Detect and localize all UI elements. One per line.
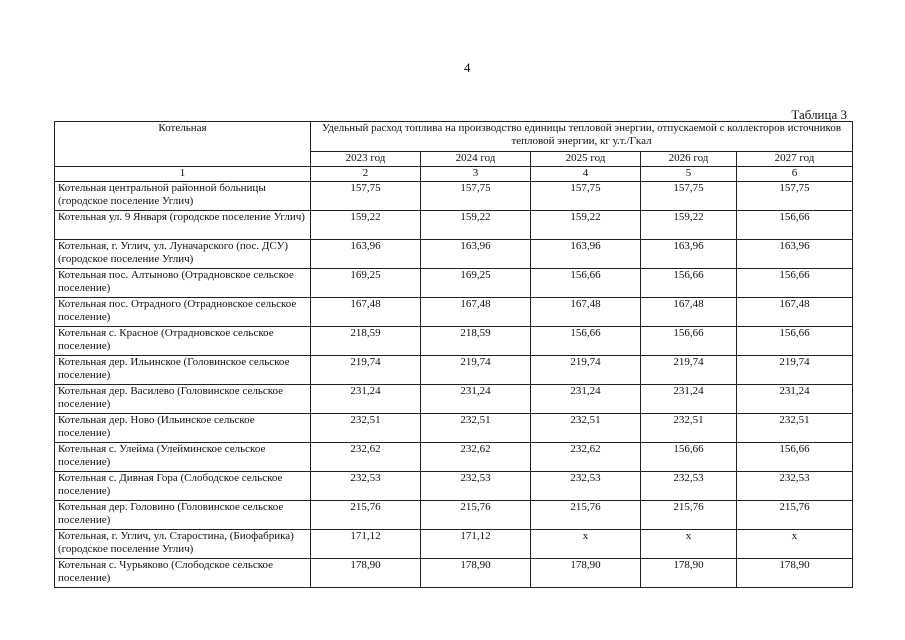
table-row (55, 356, 853, 385)
value-cell: 171,12 (311, 530, 421, 559)
value-cell: 219,74 (737, 356, 853, 385)
header-boiler: Котельная (55, 122, 311, 167)
header-year: 2027 год (737, 152, 853, 167)
value-cell: 232,51 (311, 414, 421, 443)
value-cell: 163,96 (641, 240, 737, 269)
value-cell: 163,96 (421, 240, 531, 269)
value-cell: 157,75 (531, 182, 641, 211)
table-row (55, 385, 853, 414)
boiler-name-cell: Котельная, г. Углич, ул. Луначарского (пос. ДСУ) (городское поселение Углич) (55, 240, 311, 269)
value-cell: 215,76 (737, 501, 853, 530)
value-cell: 219,74 (641, 356, 737, 385)
col-number: 1 (55, 167, 311, 182)
value-cell: 232,53 (421, 472, 531, 501)
value-cell: 232,53 (641, 472, 737, 501)
value-cell: 159,22 (531, 211, 641, 240)
value-cell: 232,51 (737, 414, 853, 443)
value-cell: 218,59 (421, 327, 531, 356)
value-cell: 156,66 (641, 327, 737, 356)
value-cell: 171,12 (421, 530, 531, 559)
value-cell: 167,48 (531, 298, 641, 327)
boiler-name-cell: Котельная дер. Ново (Ильинское сельское поселение) (55, 414, 311, 443)
boiler-name-cell: Котельная с. Улейма (Улейминское сельское поселение) (55, 443, 311, 472)
boiler-name-cell: Котельная с. Красное (Отрадновское сельское поселение) (55, 327, 311, 356)
value-cell: 178,90 (421, 559, 531, 588)
value-cell: 178,90 (311, 559, 421, 588)
value-cell: 156,66 (737, 443, 853, 472)
value-cell: 232,51 (641, 414, 737, 443)
value-cell: 231,24 (737, 385, 853, 414)
value-cell: 215,76 (641, 501, 737, 530)
value-cell: х (531, 530, 641, 559)
header-year: 2026 год (641, 152, 737, 167)
value-cell: 156,66 (641, 443, 737, 472)
value-cell: 231,24 (641, 385, 737, 414)
boiler-name-cell: Котельная пос. Алтыново (Отрадновское сельское поселение) (55, 269, 311, 298)
table-row (55, 182, 853, 211)
table-row (55, 414, 853, 443)
value-cell: 231,24 (421, 385, 531, 414)
fuel-consumption-table (54, 121, 853, 588)
header-numbers-row (55, 167, 853, 182)
value-cell: 159,22 (311, 211, 421, 240)
value-cell: 163,96 (737, 240, 853, 269)
value-cell: 157,75 (641, 182, 737, 211)
header-year: 2025 год (531, 152, 641, 167)
table-body (55, 182, 853, 588)
boiler-name-cell: Котельная дер. Василево (Головинское сельское поселение) (55, 385, 311, 414)
col-number: 2 (311, 167, 421, 182)
boiler-name-cell: Котельная центральной районной больницы (городское поселение Углич) (55, 182, 311, 211)
value-cell: 156,66 (641, 269, 737, 298)
boiler-name-cell: Котельная, г. Углич, ул. Старостина, (Биофабрика) (городское поселение Углич) (55, 530, 311, 559)
table-row (55, 559, 853, 588)
col-number: 4 (531, 167, 641, 182)
table-row (55, 240, 853, 269)
value-cell: 157,75 (737, 182, 853, 211)
value-cell: 167,48 (311, 298, 421, 327)
value-cell: 232,53 (737, 472, 853, 501)
table-caption: Таблица 3 (791, 107, 847, 122)
value-cell: 218,59 (311, 327, 421, 356)
value-cell: 156,66 (737, 211, 853, 240)
table-row (55, 443, 853, 472)
value-cell: 156,66 (737, 327, 853, 356)
value-cell: 167,48 (421, 298, 531, 327)
value-cell: 231,24 (311, 385, 421, 414)
value-cell: 159,22 (641, 211, 737, 240)
page-number: 4 (464, 60, 471, 75)
value-cell: 156,66 (737, 269, 853, 298)
value-cell: 232,62 (531, 443, 641, 472)
boiler-name-cell: Котельная с. Дивная Гора (Слободское сельское поселение) (55, 472, 311, 501)
value-cell: 167,48 (641, 298, 737, 327)
value-cell: 215,76 (421, 501, 531, 530)
value-cell: 232,53 (531, 472, 641, 501)
value-cell: 232,62 (421, 443, 531, 472)
value-cell: 219,74 (421, 356, 531, 385)
value-cell: 157,75 (421, 182, 531, 211)
value-cell: 169,25 (421, 269, 531, 298)
boiler-name-cell: Котельная пос. Отрадного (Отрадновское сельское поселение) (55, 298, 311, 327)
table-row (55, 530, 853, 559)
table-row (55, 327, 853, 356)
value-cell: 215,76 (531, 501, 641, 530)
header-year: 2024 год (421, 152, 531, 167)
value-cell: 156,66 (531, 327, 641, 356)
value-cell: 178,90 (737, 559, 853, 588)
value-cell: 231,24 (531, 385, 641, 414)
value-cell: 215,76 (311, 501, 421, 530)
value-cell: 219,74 (311, 356, 421, 385)
col-number: 6 (737, 167, 853, 182)
header-group: Удельный расход топлива на производство единицы тепловой энергии, отпускаемой с коллекторов источников тепловой энергии, кг у.т./Гкал (311, 122, 853, 152)
table-row (55, 501, 853, 530)
boiler-name-cell: Котельная дер. Головино (Головинское сельское поселение) (55, 501, 311, 530)
boiler-name-cell: Котельная с. Чурьяково (Слободское сельское поселение) (55, 559, 311, 588)
value-cell: 169,25 (311, 269, 421, 298)
value-cell: 157,75 (311, 182, 421, 211)
table-row (55, 269, 853, 298)
value-cell: 156,66 (531, 269, 641, 298)
table-row (55, 472, 853, 501)
boiler-name-cell: Котельная ул. 9 Января (городское поселение Углич) (55, 211, 311, 240)
value-cell: 163,96 (531, 240, 641, 269)
col-number: 5 (641, 167, 737, 182)
value-cell: 232,62 (311, 443, 421, 472)
value-cell: 167,48 (737, 298, 853, 327)
table-row (55, 211, 853, 240)
table-row (55, 298, 853, 327)
value-cell: 232,51 (531, 414, 641, 443)
boiler-name-cell: Котельная дер. Ильинское (Головинское сельское поселение) (55, 356, 311, 385)
value-cell: х (737, 530, 853, 559)
value-cell: х (641, 530, 737, 559)
value-cell: 178,90 (531, 559, 641, 588)
value-cell: 232,51 (421, 414, 531, 443)
value-cell: 163,96 (311, 240, 421, 269)
value-cell: 232,53 (311, 472, 421, 501)
value-cell: 159,22 (421, 211, 531, 240)
col-number: 3 (421, 167, 531, 182)
value-cell: 178,90 (641, 559, 737, 588)
header-year: 2023 год (311, 152, 421, 167)
value-cell: 219,74 (531, 356, 641, 385)
